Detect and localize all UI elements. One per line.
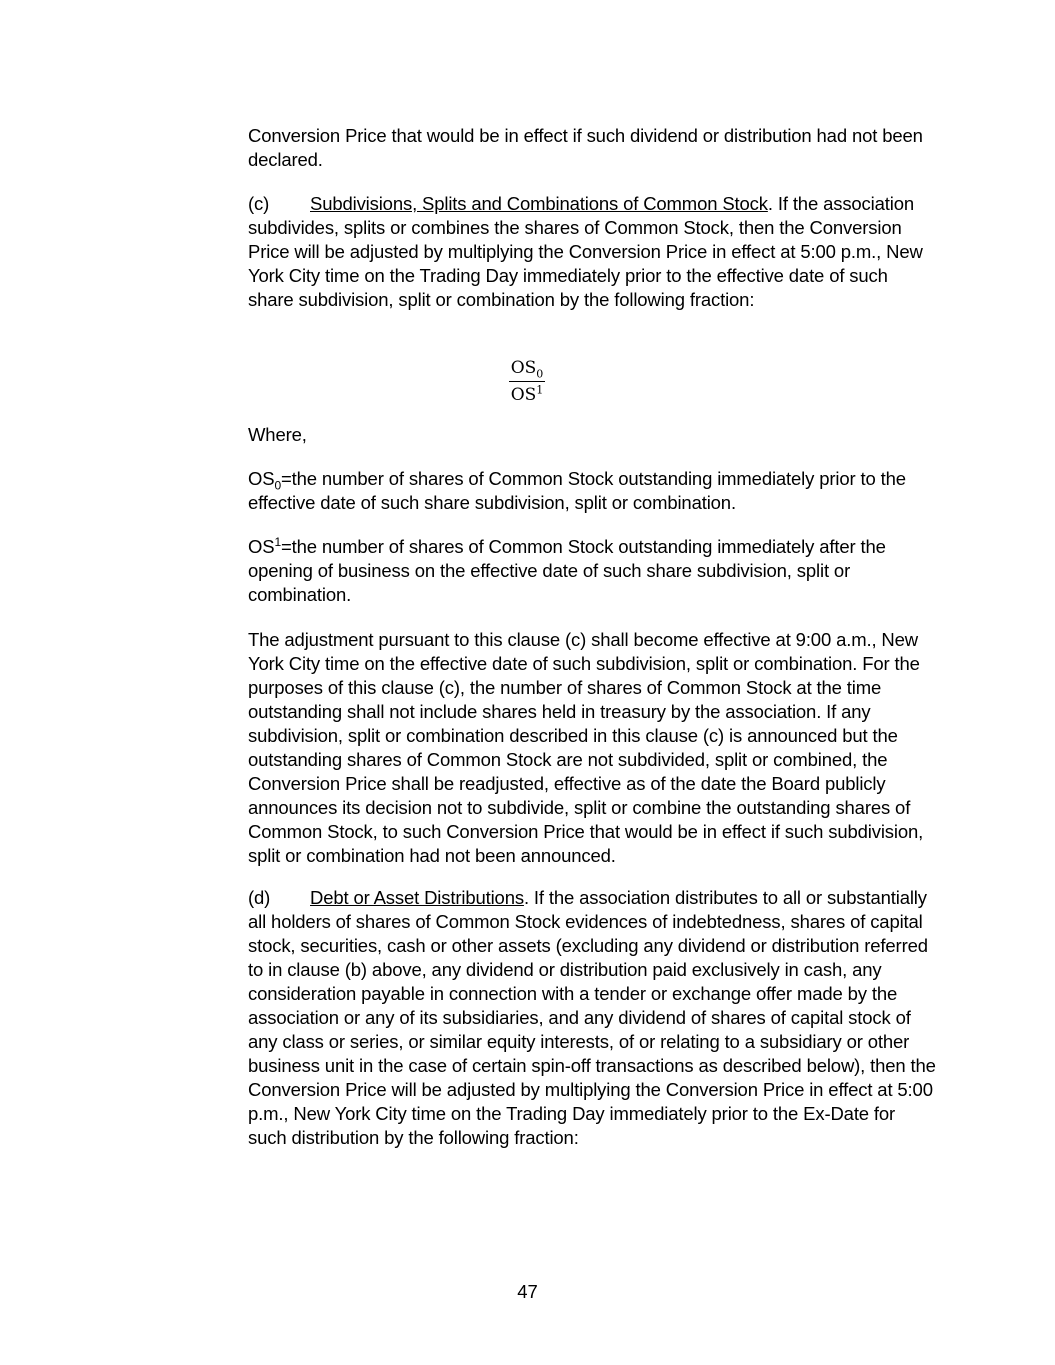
subdivision-fraction: [509, 358, 545, 405]
os1-superscript: 1: [274, 534, 281, 549]
denominator-base: OS: [510, 385, 537, 405]
os0-subscript: 0: [274, 478, 281, 493]
page-number: 47: [517, 1281, 538, 1302]
fraction-denominator: [509, 382, 545, 405]
section-d-heading: Debt or Asset Distributions: [310, 887, 524, 908]
adjustment-text: The adjustment pursuant to this clause (c) shall become effective at 9:00 a.m., New York City time on the effective date of such subdivision, split or combination. For the purposes of this clause (c), the number of shares of Common Stock at the time outstanding shall not include shares held in treasury by the association. If any subdivision, split or combination described in this clause (c) is announced but the outstanding shares of Common Stock are not subdivided, split or combined, the Conversion Price shall be readjusted, effective as of the date the Board publicly announces its decision not to subdivide, split or combine the outstanding shares of Common Stock, to such Conversion Price that would be in effect if such subdivision, split or combination had not been announced.: [248, 629, 924, 866]
where-label: [248, 423, 938, 447]
section-d-label: (d): [248, 887, 271, 908]
os1-definition-text: =the number of shares of Common Stock outstanding immediately after the opening of business on the effective date of such share subdivision, split or combination.: [248, 536, 886, 605]
continuation-paragraph: [248, 124, 938, 172]
section-c-label: (c): [248, 193, 270, 214]
numerator-base: OS: [510, 358, 537, 378]
continuation-text: Conversion Price that would be in effect if such dividend or distribution had not been declared.: [248, 125, 923, 170]
section-d-paragraph: [248, 886, 938, 1150]
definition-os1: [248, 535, 938, 607]
os0-definition-text: =the number of shares of Common Stock outstanding immediately prior to the effective date of such share subdivision, split or combination.: [248, 468, 906, 513]
definition-os0: [248, 467, 938, 515]
numerator-subscript: 0: [536, 367, 544, 381]
section-c-body: If the association subdivides, splits or combines the shares of Common Stock, then the Conversion Price will be adjusted by multiplying the Conversion Price in effect at 5:00 p.m., New York City time on the Trading Day immediately prior to the effective date of such share subdivision, split or combination by the following fraction:: [248, 193, 923, 310]
section-d-heading-end: .: [523, 887, 529, 908]
denominator-superscript: 1: [536, 383, 544, 397]
section-d-body: If the association distributes to all or substantially all holders of shares of Common Stock evidences of indebtedness, shares of capital stock, securities, cash or other assets (excluding any dividend or distribution referred to in clause (b) above, any dividend or distribution paid exclusively in cash, any consideration payable in connection with a tender or exchange offer made by the association or any of its subsidiaries, and any dividend of shares of capital stock of any class or series, or similar equity interests, of or relating to a subsidiary or other business unit in the case of certain spin-off transactions as described below), then the Conversion Price will be adjusted by multiplying the Conversion Price in effect at 5:00 p.m., New York City time on the Trading Day immediately prior to the Ex-Date for such distribution by the following fraction:: [248, 887, 936, 1148]
section-c-paragraph: [248, 192, 938, 312]
fraction-numerator: [509, 358, 545, 382]
section-c-heading: Subdivisions, Splits and Combinations of Common Stock: [310, 193, 768, 214]
os1-term: OS: [248, 536, 275, 557]
where-text: Where,: [248, 424, 307, 445]
os0-term: OS: [248, 468, 275, 489]
section-c-heading-end: .: [767, 193, 773, 214]
adjustment-paragraph: [248, 628, 938, 868]
